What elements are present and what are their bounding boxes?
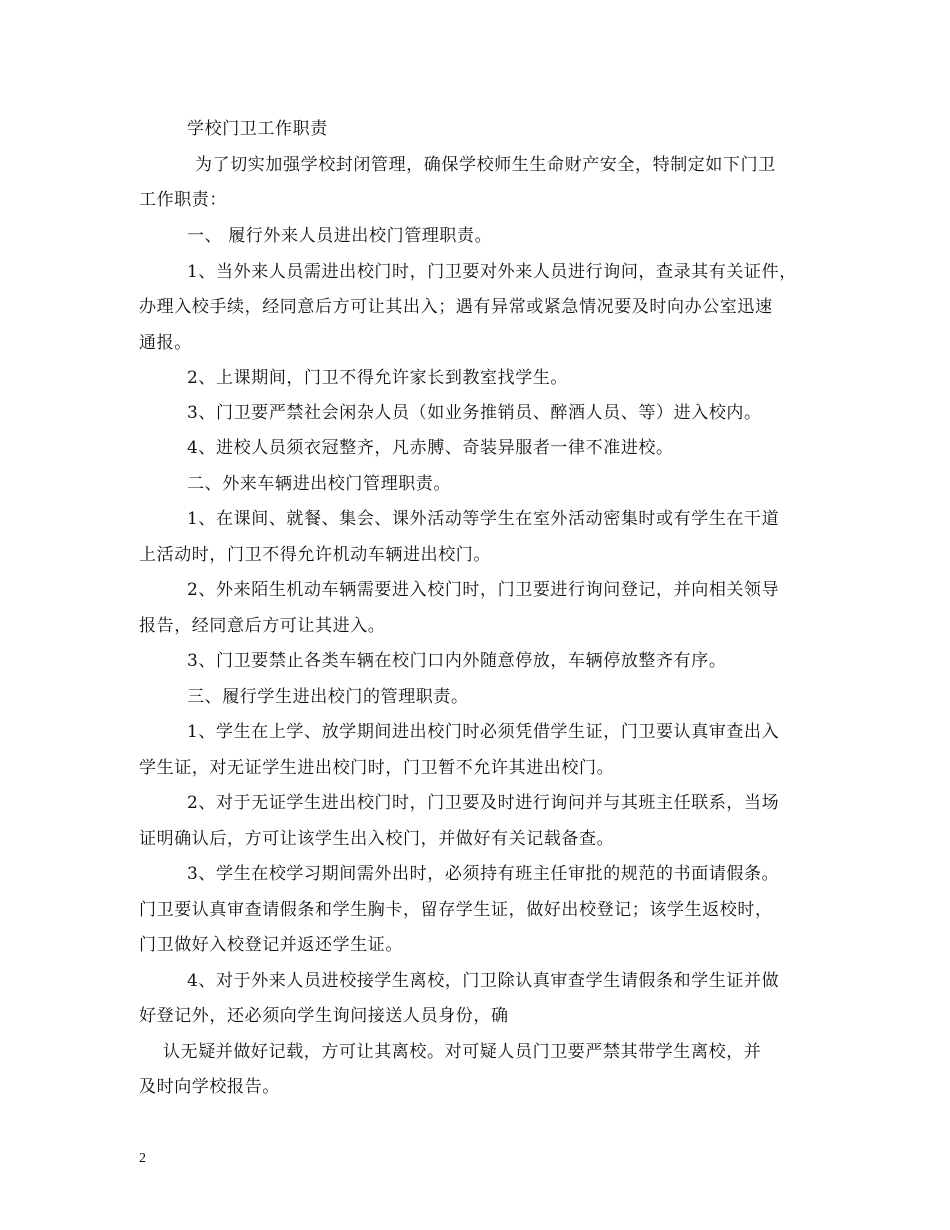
document-title: 学校门卫工作职责 xyxy=(187,119,328,139)
text-line: 3、门卫要禁止各类车辆在校门口内外随意停放，车辆停放整齐有序。 xyxy=(187,651,727,671)
text-line: 认无疑并做好记载，方可让其离校。对可疑人员门卫要严禁其带学生离校，并 xyxy=(163,1042,762,1062)
text-line: 办理入校手续，经同意后方可让其出入；遇有异常或紧急情况要及时向办公室迅速 xyxy=(139,297,773,317)
text-line: 1、当外来人员需进出校门时，门卫要对外来人员进行询问，查录其有关证件， xyxy=(187,262,797,282)
text-line: 2、对于无证学生进出校门时，门卫要及时进行询问并与其班主任联系，当场 xyxy=(187,793,780,813)
text-line: 学生证，对无证学生进出校门时，门卫暂不允许其进出校门。 xyxy=(139,758,615,778)
section-heading: 一、 履行外来人员进出校门管理职责。 xyxy=(187,226,493,246)
text-line: 及时向学校报告。 xyxy=(139,1077,280,1097)
text-line: 门卫要认真审查请假条和学生胸卡，留存学生证，做好出校登记；该学生返校时， xyxy=(139,900,773,920)
text-line: 上活动时，门卫不得允许机动车辆进出校门。 xyxy=(139,545,491,565)
text-line: 通报。 xyxy=(139,333,192,353)
section-heading: 二、外来车辆进出校门管理职责。 xyxy=(187,474,451,494)
text-line: 工作职责： xyxy=(139,190,227,210)
text-line: 2、外来陌生机动车辆需要进入校门时，门卫要进行询问登记，并向相关领导 xyxy=(187,580,780,600)
text-line: 门卫做好入校登记并返还学生证。 xyxy=(139,935,403,955)
page-number: 2 xyxy=(139,1151,146,1166)
text-line: 2、上课期间，门卫不得允许家长到教室找学生。 xyxy=(187,368,569,388)
text-line: 1、学生在上学、放学期间进出校门时必须凭借学生证，门卫要认真审查出入 xyxy=(187,722,780,742)
section-heading: 三、履行学生进出校门的管理职责。 xyxy=(187,687,469,707)
text-line: 3、门卫要严禁社会闲杂人员（如业务推销员、醉酒人员、等）进入校内。 xyxy=(187,403,762,423)
text-line: 为了切实加强学校封闭管理，确保学校师生生命财产安全，特制定如下门卫 xyxy=(195,155,776,175)
text-line: 报告，经同意后方可让其进入。 xyxy=(139,616,386,636)
text-line: 好登记外，还必须向学生询问接送人员身份，确 xyxy=(139,1006,509,1026)
text-line: 证明确认后，方可让该学生出入校门，并做好有关记载备查。 xyxy=(139,829,615,849)
text-line: 4、对于外来人员进校接学生离校，门卫除认真审查学生请假条和学生证并做 xyxy=(187,971,780,991)
text-line: 1、在课间、就餐、集会、课外活动等学生在室外活动密集时或有学生在干道 xyxy=(187,509,780,529)
text-line: 3、学生在校学习期间需外出时，必须持有班主任审批的规范的书面请假条。 xyxy=(187,864,780,884)
text-line: 4、进校人员须衣冠整齐，凡赤膊、奇装异服者一律不准进校。 xyxy=(187,438,674,458)
